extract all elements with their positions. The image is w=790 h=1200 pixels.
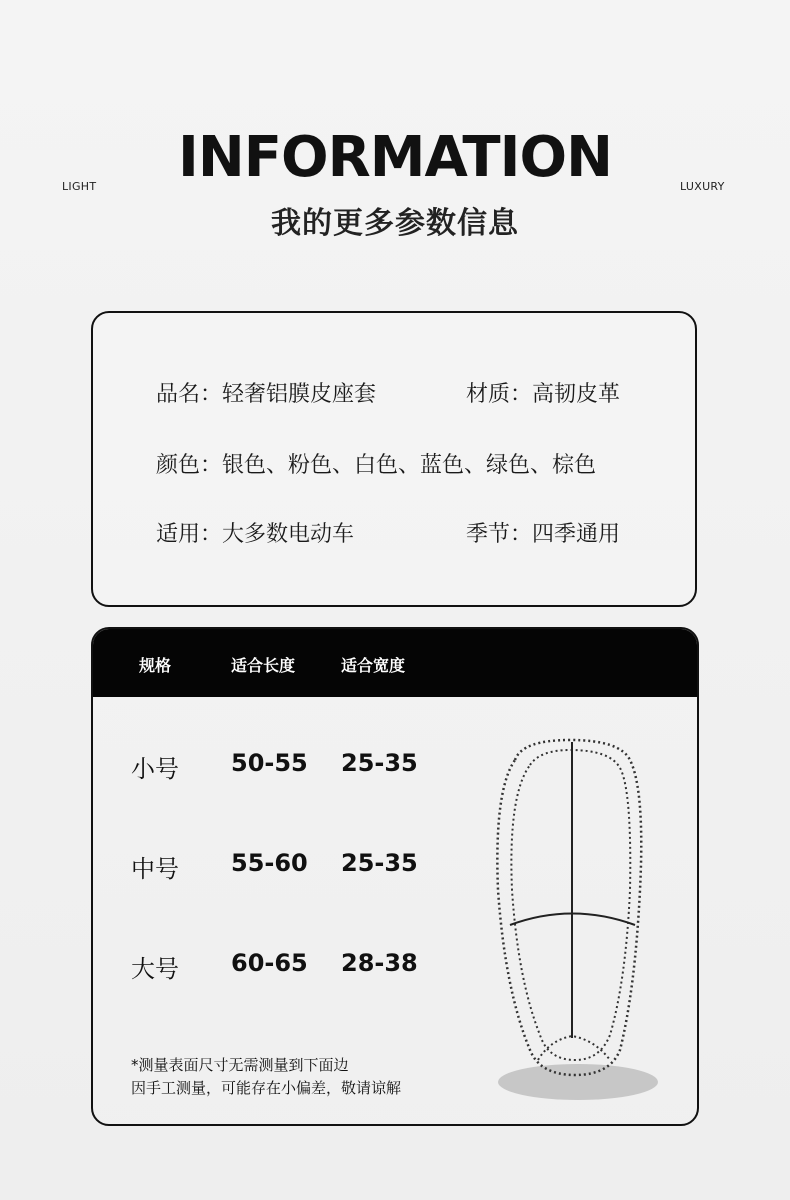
info-material: 材质：高韧皮革 <box>466 382 621 407</box>
info-season: 季节：四季通用 <box>466 522 621 547</box>
size-length-medium: 55-60 <box>231 849 308 877</box>
size-width-small: 25-35 <box>341 749 418 777</box>
header-size: 规格 <box>139 656 172 675</box>
size-name-small: 小号 <box>131 755 179 783</box>
header-width: 适合宽度 <box>341 656 406 675</box>
size-width-medium: 25-35 <box>341 849 418 877</box>
tag-luxury: LUXURY <box>680 180 725 193</box>
tag-light: LIGHT <box>62 180 97 193</box>
size-length-large: 60-65 <box>231 949 308 977</box>
info-product: 品名：轻奢铝膜皮座套 <box>156 382 377 407</box>
header-length: 适合长度 <box>231 656 296 675</box>
info-applicable: 适用：大多数电动车 <box>156 522 355 547</box>
size-name-large: 大号 <box>131 955 179 983</box>
info-colors: 颜色：银色、粉色、白色、蓝色、绿色、棕色 <box>156 453 597 478</box>
page-subtitle: 我的更多参数信息 <box>271 206 519 241</box>
size-length-small: 50-55 <box>231 749 308 777</box>
size-table-header <box>93 629 697 697</box>
size-width-large: 28-38 <box>341 949 418 977</box>
seat-cover-outline-icon <box>470 730 670 1110</box>
size-name-medium: 中号 <box>131 855 179 883</box>
note-line-1: *测量表面尺寸无需测量到下面边 <box>131 1056 349 1074</box>
page-title: INFORMATION <box>178 125 612 190</box>
note-line-2: 因手工测量，可能存在小偏差，敬请谅解 <box>131 1079 402 1097</box>
